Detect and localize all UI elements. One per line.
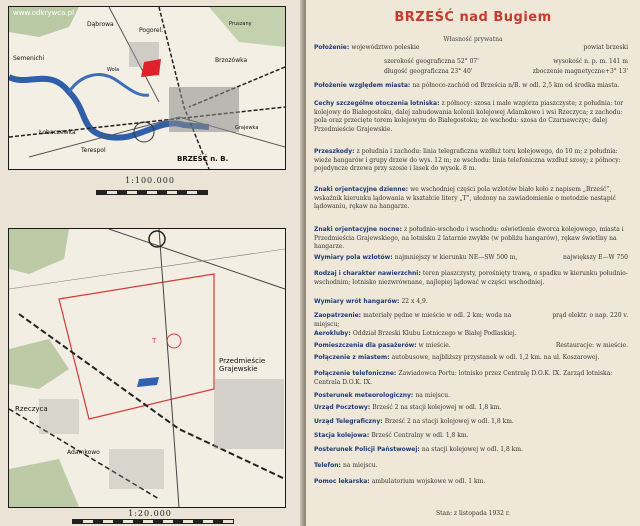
info-field-label: Pomoc lekarska:	[314, 478, 372, 485]
forest-area	[9, 339, 69, 389]
map-label: Pruszany	[229, 21, 252, 27]
info-field-value: województwo poleskie	[351, 44, 420, 51]
map-label: Łobaczewka	[39, 129, 76, 136]
pond	[137, 377, 159, 387]
map-label-village: Rzeczyca	[15, 405, 48, 413]
info-field	[314, 186, 632, 212]
info-field-extra: Restauracje: w mieście.	[555, 342, 628, 349]
watermark-text: www.odkrywca.pl	[13, 9, 75, 17]
info-field	[314, 226, 632, 252]
info-field-label: Urząd Pocztowy:	[314, 404, 373, 411]
info-field-label: Telefon:	[314, 462, 343, 469]
info-field-value: materiały pędne w mieście w odl. 2 km; woda na miejscu;	[314, 312, 512, 328]
info-field	[314, 298, 632, 307]
top-map-scalebar	[96, 190, 208, 195]
bottom-map-scale: 1:20.000	[128, 509, 172, 518]
info-field-label: Znaki orjentacyjne nocne:	[314, 226, 404, 233]
info-field-extra: prąd elektr. o nap. 220 v.	[552, 312, 628, 319]
bottom-map-scalebar	[72, 519, 234, 524]
info-field-value: najmniejszy w kierunku NE—SW 500 m,	[394, 254, 518, 261]
river-branch	[69, 75, 149, 96]
info-field	[314, 44, 632, 53]
info-field-label: Zaopatrzenie:	[314, 312, 364, 319]
info-field-extra: największy E—W 750	[563, 254, 628, 261]
info-field-label: Położenie:	[314, 44, 352, 51]
info-field-value: Zawiadowca Portu: lotnisko przez Centralę D.O.K. IX. Zarząd lotniska: Centrala D.O.K. IX.	[314, 370, 613, 386]
info-field-value: długość geograficzna 23° 40'	[384, 68, 473, 75]
city-area	[169, 87, 239, 132]
road	[29, 117, 285, 157]
info-field-value: z południa i zachodu: linia telegraficzna wzdłuż toru kolejowego, do 10 m; z południa: wieże hangarów i grupy drzew do wys. 12 m; ze wschodu: linia telefoniczna wzdłuż szosy; z północy: pojedyncze drzewa przy szosie i lasek do wysok. 8 m.	[314, 148, 621, 172]
fort-symbol	[149, 231, 165, 247]
info-field-value: w mieście.	[418, 342, 451, 349]
info-field-label: Znaki orjentacyjne dzienne:	[314, 186, 411, 193]
right-page	[306, 0, 640, 526]
suburb-area	[214, 379, 284, 449]
info-field	[314, 254, 632, 263]
forest-area	[9, 459, 79, 507]
info-field-extra: wysokość n. p. m. 141 m	[553, 58, 628, 65]
top-map	[8, 6, 286, 170]
info-field	[314, 446, 632, 455]
info-field-value: na miejscu.	[415, 392, 450, 399]
info-field-label: Połączenie telefoniczne:	[314, 370, 399, 377]
info-field	[384, 58, 632, 67]
info-field	[314, 148, 632, 174]
info-field-label: Pomieszczenia dla pasażerów:	[314, 342, 419, 349]
info-field-label: Połączenie z miastem:	[314, 354, 392, 361]
info-field-label: Posterunek meteorologiczny:	[314, 392, 416, 399]
info-field-value: Brześć 2 na stacji kolejowej w odl. 1,8 km.	[384, 418, 514, 425]
info-field-label: Posterunek Policji Państwowej:	[314, 446, 422, 453]
forest-area	[9, 229, 69, 274]
page-title: BRZEŚĆ nad Bugiem	[394, 10, 552, 25]
road	[109, 229, 285, 289]
map-label-village: Adamkowo	[67, 449, 100, 456]
map-label: Terespol	[81, 147, 106, 154]
info-field-value: teren piaszczysty, porośnięty trawą, o spadku w kierunku południo-wschodnim; lotnisko niezwrównane, najlepiej lądować w części wschodniej.	[314, 270, 628, 286]
info-field	[314, 418, 632, 427]
info-field-value: szerokość geograficzna 52° 07'	[384, 58, 479, 65]
map-label-city: BRZEŚĆ n. B.	[177, 155, 229, 163]
info-field-value: na miejscu.	[342, 462, 378, 469]
info-field-label: Przeszkody:	[314, 148, 357, 155]
info-field-label: Aerokluby:	[314, 330, 353, 337]
forest-area	[209, 7, 285, 47]
info-field	[314, 330, 632, 339]
landing-circle	[167, 334, 181, 348]
info-field-label: Wymiary wrót hangarów:	[314, 298, 402, 305]
map-label: Grajewka	[235, 125, 259, 131]
map-label: Dąbrowa	[87, 21, 114, 28]
map-label-suburb: Przedmieście Grajewskie	[219, 357, 266, 373]
info-field	[314, 404, 632, 413]
info-field-value: Brześć 2 na stacji kolejowej w odl. 1,8 km.	[372, 404, 502, 411]
info-field-label: Cechy szczególne otoczenia lotniska:	[314, 100, 442, 107]
left-page	[0, 0, 304, 526]
info-field-value: z południo-wschodu i wschodu: oświetlenie dworca kolejowego, miasta i Przedmieścia Grajewskiego, na lotnisku 2 latarnie zwykłe (w pobliżu hangarów), rękaw świetlny na hangarze.	[314, 226, 624, 250]
map-label: Pogorel.	[139, 27, 164, 34]
info-field-value: 22 x 4,9.	[401, 298, 428, 305]
landing-t-marker: T	[152, 337, 157, 345]
info-field	[314, 100, 632, 134]
info-field	[314, 478, 632, 487]
info-field-value: Brześć Centralny w odl. 1,8 km.	[371, 432, 469, 439]
info-field-extra: zboczenie magnetyczne+3° 13'	[532, 68, 628, 75]
info-field	[314, 342, 632, 351]
info-field-label: Stacja kolejowa:	[314, 432, 372, 439]
info-field	[384, 68, 632, 77]
airfield-boundary	[59, 274, 214, 419]
map-label: Semenichi	[13, 55, 45, 62]
map-label: Wola	[107, 67, 120, 73]
info-field-label: Urząd Telegraficzny:	[314, 418, 385, 425]
bottom-map	[8, 228, 286, 508]
info-field	[314, 392, 632, 401]
village-area	[109, 449, 164, 489]
page-subtitle: Własność prywatna	[443, 36, 503, 43]
info-field-value: na stacji kolejowej w odl. 1,8 km.	[421, 446, 523, 453]
info-field-extra: powiat brzeski	[583, 44, 628, 51]
info-field-value: z północy: szosa i małe wzgórza piaszczyste; z południa: tor kolejowy do Białegostoku, dalej zabudowania kolonii kolejowej Adamkowo i wsi Rzeczyca; z zachodu: pola oraz przecięte torem kolejowym do Białegostoku; ze wschodu: szosa do Czarnawczyc; dalej Przedmieście Grajewskie.	[314, 100, 624, 133]
info-field-value: ambulatorium wojskowe w odl. 1 km.	[371, 478, 486, 485]
info-field	[314, 270, 632, 287]
info-field-label: Wymiary pola wzlotów:	[314, 254, 395, 261]
info-field-value: na północo-zachód od Brześcia n/B. w odl. 2,5 km od środka miasta.	[412, 82, 620, 89]
info-field-label: Rodzaj i charakter nawierzchni:	[314, 270, 423, 277]
info-field-value: autobusowe, najbliższy przystanek w odl. 1,2 km. na ul. Koszarowej.	[391, 354, 600, 361]
top-map-scale: 1:100.000	[125, 176, 175, 185]
info-field-value: Oddział Brzeski Klubu Lotniczego w Białej Podlaskiej.	[352, 330, 517, 337]
info-field	[314, 370, 632, 387]
info-field	[314, 462, 632, 471]
info-field	[314, 82, 632, 91]
info-field	[314, 354, 632, 363]
page-footer: Stan: z listopada 1932 r.	[436, 510, 510, 517]
info-field	[314, 312, 632, 329]
map-label: Brzozówka	[215, 57, 248, 64]
info-field-value: we wschodniej części pola wzlotów biało koło z napisem „Brześć”, wskaźnik kierunku lądowania w kształcie litery „T”, ułożony na zawiadomienie o metodzie nastąpić lądowaniu, rękaw na hangarze.	[314, 186, 617, 210]
info-field-label: Położenie względem miasta:	[314, 82, 413, 89]
info-field	[314, 432, 632, 441]
